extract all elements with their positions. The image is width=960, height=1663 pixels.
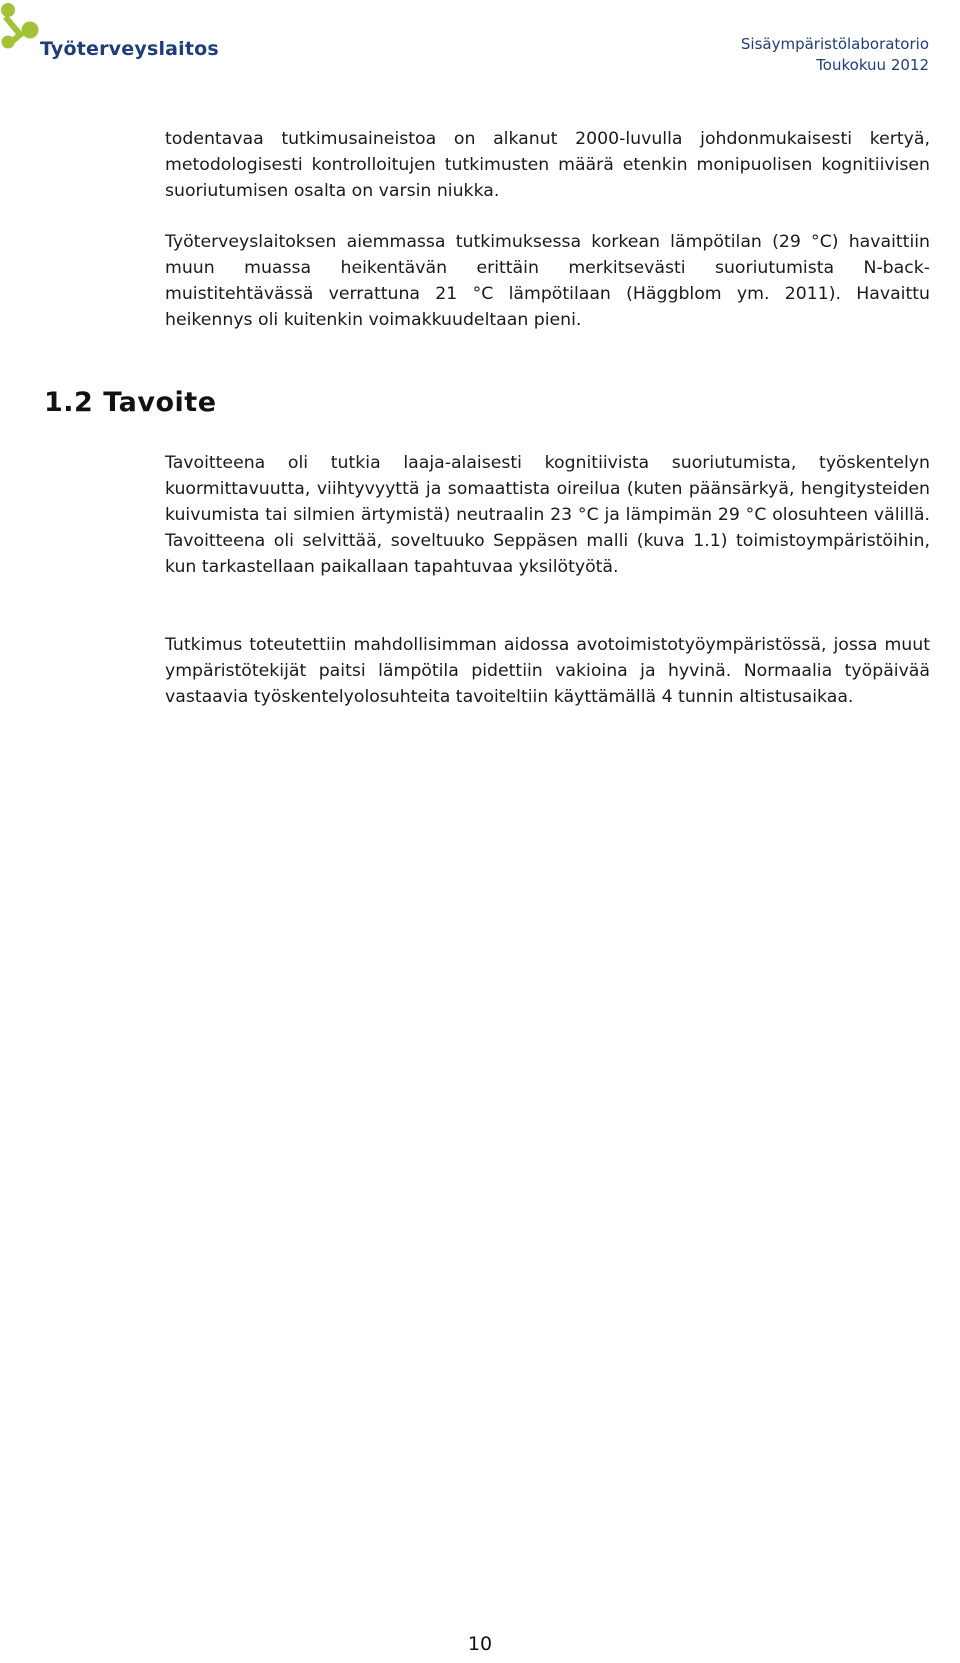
body-paragraph-4: [165, 632, 930, 710]
document-date: Toukokuu 2012: [816, 56, 929, 74]
section-heading: 1.2 Tavoite: [44, 387, 217, 418]
body-paragraph-3: [165, 450, 930, 580]
paragraph-text: todentavaa tutkimusaineistoa on alkanut 2000-luvulla johdonmukaisesti kertyä, metodologisesti kontrolloitujen tutkimusten määrä etenkin monipuolisen kognitiivisen suoriutumisen osalta on varsin niukka.: [165, 129, 930, 201]
logo-wordmark: Työterveyslaitos: [40, 38, 219, 60]
organization-logo: [0, 0, 219, 70]
body-paragraph-2: [165, 229, 930, 333]
org-unit-label: Sisäympäristölaboratorio: [740, 35, 929, 53]
body-paragraph-1: [165, 126, 930, 204]
page-number: 10: [467, 1633, 493, 1655]
document-header-info: [741, 34, 929, 76]
paragraph-text: Tutkimus toteutettiin mahdollisimman aidossa avotoimistotyöympäristössä, jossa muut ympäristötekijät paitsi lämpötila pidettiin vakioina ja hyvinä. Normaalia työpäivää vastaavia työskentelyolosuhteita tavoiteltiin käyttämällä 4 tunnin altistusaikaa.: [165, 635, 930, 707]
paragraph-text: Työterveyslaitoksen aiemmassa tutkimuksessa korkean lämpötilan (29 °C) havaittiin muun muassa heikentävän erittäin merkitsevästi suoriutumista N-back-muistitehtävässä verrattuna 21 °C lämpötilaan (Häggblom ym. 2011). Havaittu heikennys oli kuitenkin voimakkuudeltaan pieni.: [165, 232, 930, 330]
paragraph-text: Tavoitteena oli tutkia laaja-alaisesti kognitiivista suoriutumista, työskentelyn kuormittavuutta, viihtyvyyttä ja somaattista oireilua (kuten päänsärkyä, hengitysteiden kuivumista tai silmien ärtymistä) neutraalin 23 °C ja lämpimän 29 °C olosuhteen välillä. Tavoitteena oli selvittää, soveltuuko Seppäsen malli (kuva 1.1) toimistoympäristöihin, kun tarkastellaan paikallaan tapahtuvaa yksilötyötä.: [165, 453, 930, 577]
